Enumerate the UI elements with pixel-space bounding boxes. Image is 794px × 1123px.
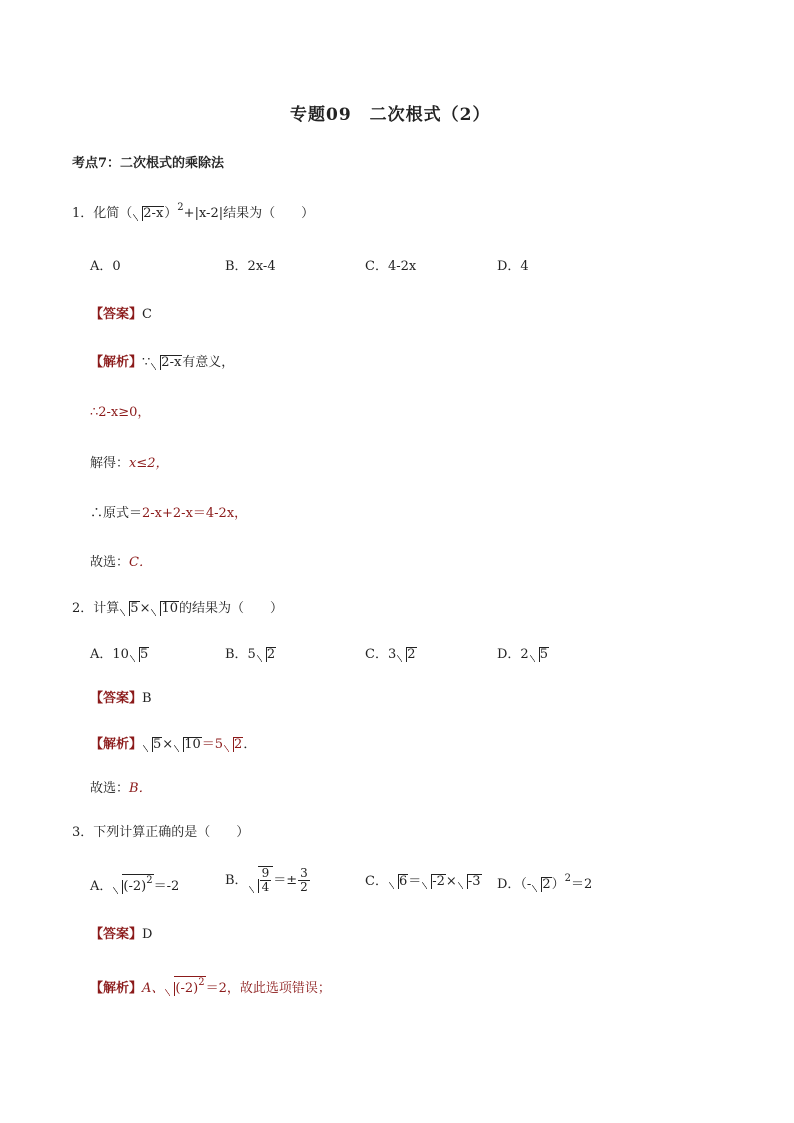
sqrt-symbol: 2 <box>224 737 243 753</box>
sqrt-symbol: 10 <box>151 601 179 617</box>
sqrt-symbol: $\frac{9}{4}$ <box>249 866 274 894</box>
section-heading: 考点7：二次根式的乘除法 <box>72 156 225 171</box>
sqrt-symbol: -3 <box>458 874 482 890</box>
q2-option-a: A．10 5 <box>90 647 149 662</box>
sqrt-symbol: 5 <box>120 601 139 617</box>
q1-option-d: D．4 <box>497 259 529 274</box>
q3-option-c: C． 6＝ -2× -3 <box>365 874 481 889</box>
sqrt-symbol: -2 <box>422 874 446 890</box>
q1-analysis-line-2: ∴2-x≥0， <box>90 405 151 420</box>
q1-analysis-line-4: ∴原式＝2-x+2-x＝4-2x， <box>90 506 248 521</box>
q3-option-d: D．（- 2）$^2$＝2 <box>497 873 593 892</box>
q1-answer: 【答案】C <box>90 307 152 322</box>
q3-option-a: A． $(-2)^2=-2$ <box>90 875 180 894</box>
sqrt-symbol: 10 <box>174 737 202 753</box>
sqrt-symbol: 2-x <box>151 355 182 371</box>
q2-analysis-choice: 故选：B． <box>90 781 152 796</box>
question-2-stem: 2．计算 5× 10的结果为（ ） <box>72 601 284 616</box>
q2-option-d: D．2 5 <box>497 647 548 662</box>
sqrt-symbol: $(-2)^2$ <box>165 976 205 997</box>
q3-analysis: 【解析】A、 $(-2)^2=2$，故此选项错误； <box>90 977 331 996</box>
q2-option-c: C．3 2 <box>365 647 416 662</box>
q2-answer: 【答案】B <box>90 691 152 706</box>
sqrt-symbol: 5 <box>530 647 549 663</box>
question-1-stem: 1．化简（ 2-x）$^2$+|x-2|结果为（ ） <box>72 202 315 221</box>
q1-analysis-choice: 故选：C． <box>90 555 152 570</box>
q1-option-b: B．2x-4 <box>225 259 276 274</box>
q1-analysis-line-3: 解得：x≤2， <box>90 456 169 471</box>
sqrt-symbol: 5 <box>130 647 149 663</box>
q2-analysis: 【解析】 5× 10＝5 2． <box>90 737 257 752</box>
sqrt-symbol: 2-x <box>133 206 164 222</box>
sqrt-symbol: 2 <box>397 647 416 663</box>
sqrt-symbol: $(-2)^2$ <box>113 874 153 895</box>
q2-option-b: B．5 2 <box>225 647 276 662</box>
q1-option-a: A．0 <box>90 259 121 274</box>
sqrt-symbol: 2 <box>257 647 276 663</box>
page-title: 专题09 二次根式（2） <box>290 105 491 125</box>
sqrt-symbol: 2 <box>532 877 551 893</box>
q3-answer: 【答案】D <box>90 927 153 942</box>
q3-option-b: B． $\frac{9}{4}$ ＝± $\frac{3}{2}$ <box>225 866 308 895</box>
question-3-stem: 3．下列计算正确的是（ ） <box>72 825 250 840</box>
sqrt-symbol: 5 <box>143 737 162 753</box>
sqrt-symbol: 6 <box>389 874 408 890</box>
q1-analysis-line-1: 【解析】∵ 2-x有意义， <box>90 355 235 370</box>
q1-option-c: C．4-2x <box>365 259 417 274</box>
